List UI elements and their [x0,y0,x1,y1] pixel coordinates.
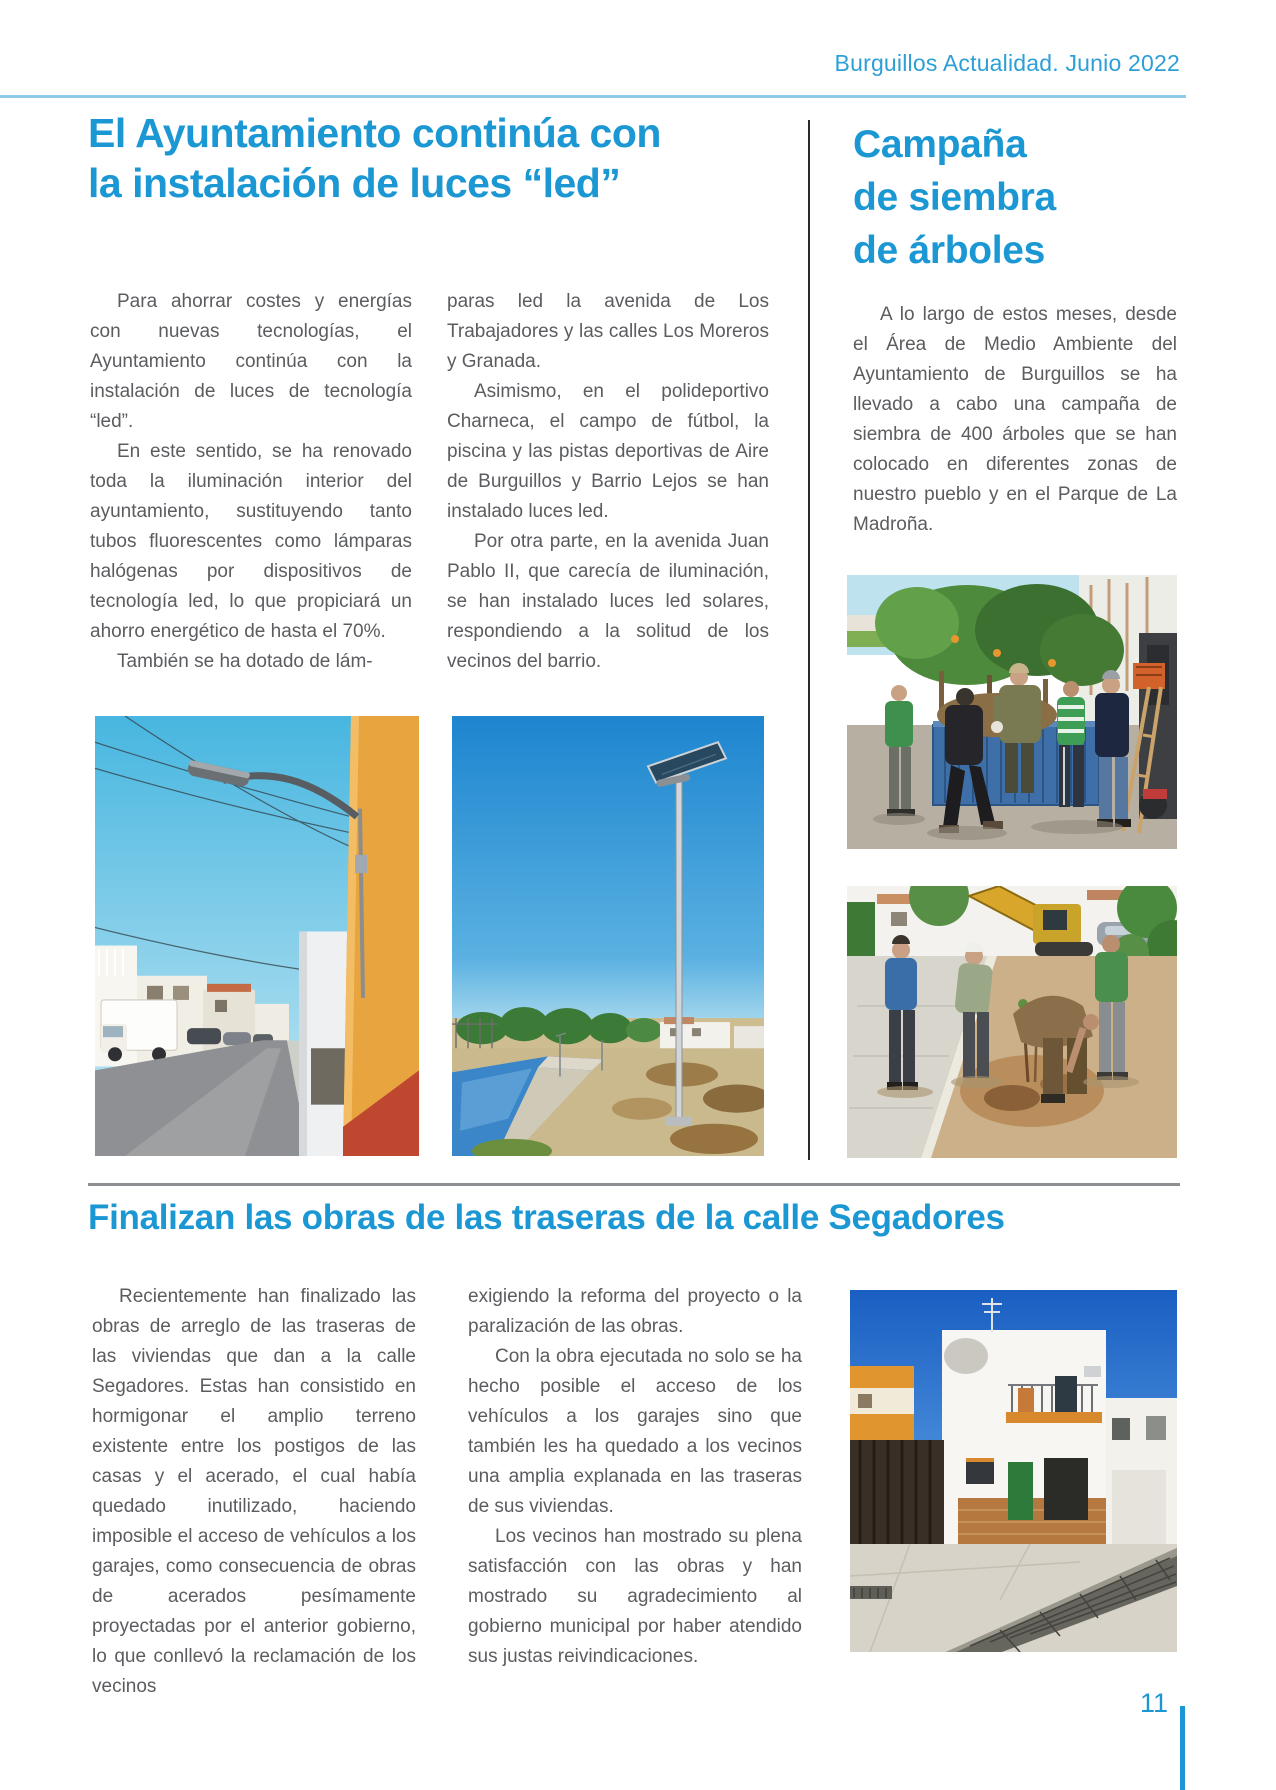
paragraph: Por otra parte, en la avenida Juan Pablo II, que carecía de iluminación, se han instalado luces led solares, respondiendo a la solitud de los vecinos del barrio. [447,531,769,672]
article-led-column-1 [90,287,412,677]
column-divider [808,120,810,1160]
article-led-title [88,108,803,208]
paragraph: Para ahorrar costes y energías con nuevas tecnologías, el Ayuntamiento continúa con la instalación de luces de tecnología “led”. [90,291,412,432]
ac-unit [1084,1366,1101,1377]
paragraph: Recientemente han finalizado las obras de arreglo de las traseras de las viviendas que dan a la calle Segadores. Estas han consistido en hormigonar el amplio terreno existente entre los postigos de las casas y el acerado, el cual había quedado inutilizado, haciendo imposible el acceso de vehículos a los garajes, como consecuencia de obras de acerados pesímamente proyectadas por el anterior gobierno, lo que conllevó la reclamación de los vecinos [92,1286,416,1697]
article-trees-body [853,300,1177,540]
page-number: 11 [1139,1688,1168,1718]
window-lower [966,1460,994,1484]
photo-solar-lamp-art [452,716,764,1156]
article-led-title-line2: la instalación de luces “led” [88,160,621,206]
article-trees-title-line3: de árboles [853,229,1046,272]
paragraph: Con la obra ejecutada no solo se ha hecho posible el acceso de los vehículos a los garajes sino que también les ha quedado a los vecinos una amplia explanada en las traseras de sus viviendas. [468,1346,802,1517]
paragraph: exigiendo la reforma del proyecto o la paralización de las obras. [468,1286,802,1337]
article-led-column-2 [447,287,769,677]
junction-box [355,855,367,873]
hedge-left [847,902,875,964]
article-trees-title-line2: de siembra [853,176,1056,219]
wood-fence [850,1440,944,1544]
header-rule [0,95,1186,98]
footer-accent-bar [1180,1706,1185,1790]
houses-right [1106,1398,1177,1544]
photo-tree-trailer [847,575,1177,849]
photo-tree-planting [847,886,1177,1158]
paragraph: En este sentido, se ha renovado toda la iluminación interior del ayuntamiento, sustituyendo tanto tubos fluorescentes como lámparas halógenas por dispositivos de tecnología led, lo que propiciará un ahorro energético de hasta el 70%. [90,441,412,642]
photo-tree-trailer-art [847,575,1177,849]
paragraph: También se ha dotado de lám- [117,651,373,672]
article-segadores-column-2 [468,1282,802,1672]
photo-solar-lamp [452,716,764,1156]
article-segadores-title: Finalizan las obras de las traseras de la calle Segadores [88,1198,1005,1237]
paragraph: Los vecinos han mostrado su plena satisfacción con las obras y han mostrado su agradecimiento al gobierno municipal por haber atendido sus justas reivindicaciones. [468,1526,802,1667]
masthead: Burguillos Actualidad. Junio 2022 [834,50,1180,76]
photo-tree-planting-art [847,886,1177,1158]
article-led-title-line1: El Ayuntamiento continúa con [88,110,661,156]
photo-led-street-lamp [95,716,419,1156]
photo-led-street-lamp-art [95,716,419,1156]
article-trees-title [853,118,1183,277]
article-segadores-column-1 [92,1282,416,1702]
paragraph: paras led la avenida de Los Trabajadores y las calles Los Moreros y Granada. [447,291,769,372]
section-rule [88,1183,1180,1186]
photo-esplanade [850,1290,1177,1652]
article-trees-title-line1: Campaña [853,123,1027,166]
photo-esplanade-art [850,1290,1177,1652]
white-house-main [942,1298,1106,1544]
paragraph: A lo largo de estos meses, desde el Área de Medio Ambiente del Ayuntamiento de Burguillos se ha llevado a cabo una campaña de siembra de 400 árboles que se han colocado en diferentes zonas de nuestro pueblo y en el Parque de La Madroña. [853,304,1177,535]
paragraph: Asimismo, en el polideportivo Charneca, el campo de fútbol, la piscina y las pistas deportivas de Aire de Burguillos y Barrio Lejos se han instalado luces led. [447,381,769,522]
